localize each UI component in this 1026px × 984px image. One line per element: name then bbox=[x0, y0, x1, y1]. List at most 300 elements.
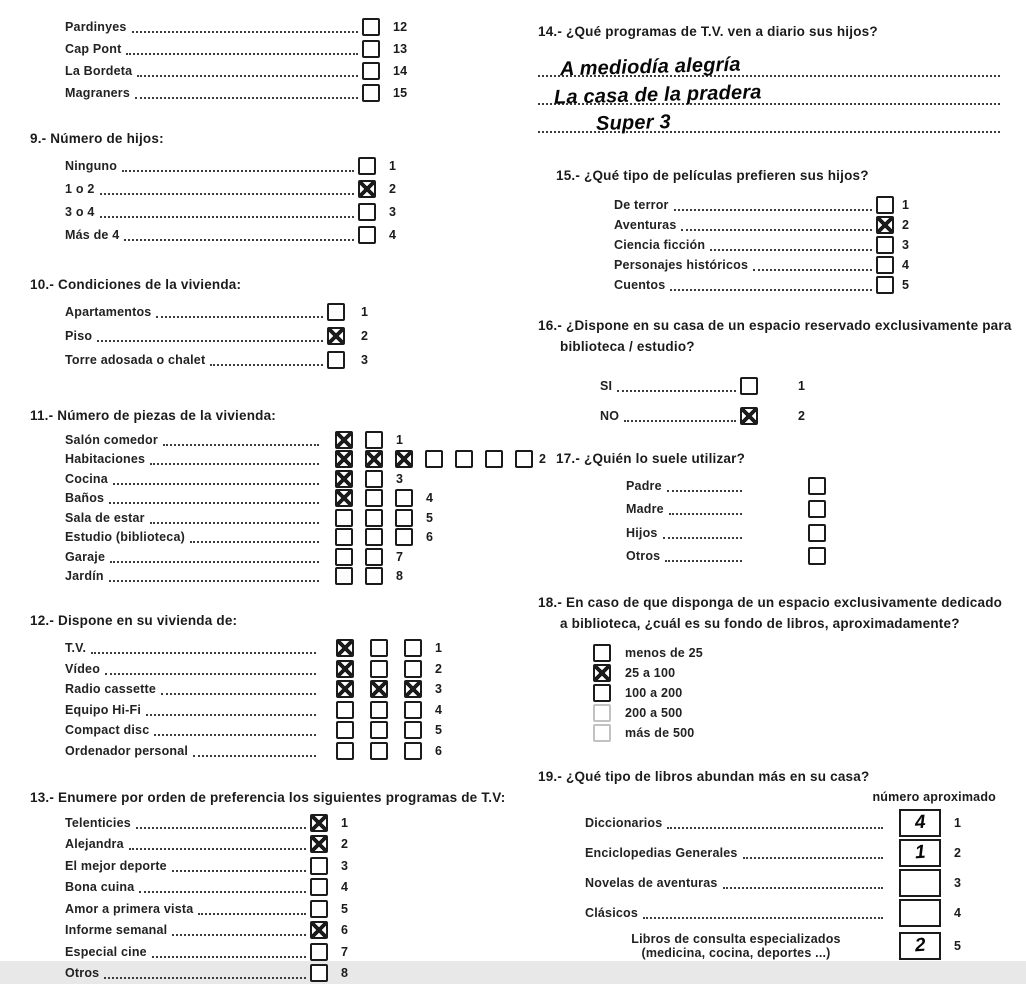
checkbox[interactable] bbox=[808, 547, 826, 565]
option-row bbox=[65, 469, 522, 489]
option-row bbox=[593, 643, 1024, 663]
dotted-leader bbox=[624, 418, 736, 422]
option-label: Vídeo bbox=[65, 662, 100, 676]
option-label: 25 a 100 bbox=[625, 666, 675, 680]
dotted-leader bbox=[617, 388, 736, 392]
option-row bbox=[65, 898, 522, 920]
checkbox[interactable] bbox=[370, 680, 388, 698]
dotted-leader bbox=[135, 95, 358, 99]
option-label: Madre bbox=[626, 502, 664, 516]
option-number: 14 bbox=[393, 64, 407, 78]
option-number: 15 bbox=[393, 86, 407, 100]
option-row bbox=[65, 834, 522, 856]
option-label: Baños bbox=[65, 491, 104, 505]
right-column bbox=[538, 24, 1024, 964]
option-label: Piso bbox=[65, 329, 92, 343]
option-label: Garaje bbox=[65, 550, 105, 564]
option-row bbox=[65, 178, 522, 200]
option-number: 2 bbox=[361, 329, 368, 343]
option-label: Más de 4 bbox=[65, 228, 119, 242]
option-row bbox=[65, 300, 522, 324]
question-title-line2: a biblioteca, ¿cuál es su fondo de libros, aproximadamente? bbox=[538, 613, 1024, 634]
option-label: NO bbox=[600, 409, 619, 423]
checkbox[interactable] bbox=[335, 450, 353, 468]
option-number: 1 bbox=[798, 379, 805, 393]
option-row bbox=[593, 723, 1024, 743]
checkbox[interactable] bbox=[358, 226, 376, 244]
dotted-leader bbox=[154, 732, 316, 736]
option-number: 1 bbox=[396, 433, 403, 447]
dotted-leader bbox=[163, 442, 319, 446]
dotted-leader bbox=[681, 227, 872, 231]
checkbox[interactable] bbox=[362, 18, 380, 36]
checkbox[interactable] bbox=[365, 528, 383, 546]
option-label: Informe semanal bbox=[65, 923, 167, 937]
checkbox[interactable] bbox=[455, 450, 473, 468]
option-number: 2 bbox=[798, 409, 805, 423]
dotted-leader bbox=[743, 855, 883, 859]
option-label: Salón comedor bbox=[65, 433, 158, 447]
option-label: más de 500 bbox=[625, 726, 694, 740]
option-label: 3 o 4 bbox=[65, 205, 95, 219]
option-row bbox=[65, 16, 522, 38]
option-label: Ciencia ficción bbox=[614, 238, 705, 252]
dotted-leader bbox=[132, 29, 358, 33]
option-row bbox=[585, 898, 1024, 928]
option-number: 8 bbox=[341, 966, 348, 980]
question-title: 12.- Dispone en su vivienda de: bbox=[30, 613, 522, 628]
option-number: 7 bbox=[341, 945, 348, 959]
option-number: 2 bbox=[954, 846, 961, 860]
option-number: 4 bbox=[954, 906, 961, 920]
dotted-leader bbox=[665, 558, 742, 562]
option-row bbox=[65, 430, 522, 450]
checkbox[interactable] bbox=[515, 450, 533, 468]
question-title-line1: 18.- En caso de que disponga de un espacio exclusivamente dedicado bbox=[538, 592, 1024, 613]
question-title: 10.- Condiciones de la vivienda: bbox=[30, 277, 522, 292]
option-number: 5 bbox=[902, 278, 909, 292]
option-label: Habitaciones bbox=[65, 452, 145, 466]
option-number: 3 bbox=[389, 205, 396, 219]
question-9 bbox=[30, 131, 522, 246]
option-label: 200 a 500 bbox=[625, 706, 682, 720]
option-label: Alejandra bbox=[65, 837, 124, 851]
checkbox[interactable] bbox=[335, 470, 353, 488]
checkbox[interactable] bbox=[336, 701, 354, 719]
option-row bbox=[65, 450, 522, 470]
checkbox[interactable] bbox=[336, 680, 354, 698]
option-row bbox=[614, 275, 1024, 295]
checkbox[interactable] bbox=[593, 724, 611, 742]
question-16 bbox=[538, 315, 1024, 431]
dotted-leader bbox=[172, 932, 306, 936]
option-number: 8 bbox=[396, 569, 403, 583]
option-row bbox=[585, 868, 1024, 898]
checkbox[interactable] bbox=[310, 900, 328, 918]
option-row bbox=[626, 521, 1024, 545]
option-number: 3 bbox=[396, 472, 403, 486]
option-label: Cuentos bbox=[614, 278, 665, 292]
option-row bbox=[65, 812, 522, 834]
option-row bbox=[585, 838, 1024, 868]
checkbox[interactable] bbox=[336, 721, 354, 739]
option-number: 13 bbox=[393, 42, 407, 56]
checkbox[interactable] bbox=[327, 351, 345, 369]
question-18 bbox=[538, 592, 1024, 743]
option-row bbox=[65, 60, 522, 82]
option-row bbox=[65, 920, 522, 942]
dotted-leader bbox=[161, 691, 316, 695]
option-label: Cap Pont bbox=[65, 42, 121, 56]
checkbox[interactable] bbox=[395, 528, 413, 546]
dotted-leader bbox=[110, 559, 319, 563]
option-row bbox=[585, 928, 1024, 964]
option-row bbox=[614, 215, 1024, 235]
checkbox[interactable] bbox=[404, 721, 422, 739]
dotted-leader bbox=[190, 539, 319, 543]
option-row bbox=[65, 638, 522, 659]
option-row bbox=[626, 474, 1024, 498]
checkbox[interactable] bbox=[358, 203, 376, 221]
dotted-leader bbox=[667, 488, 742, 492]
option-number: 4 bbox=[902, 258, 909, 272]
checkbox[interactable] bbox=[335, 509, 353, 527]
write-in-box[interactable] bbox=[899, 809, 941, 837]
option-sublabel: (medicina, cocina, deportes ...) bbox=[641, 946, 830, 960]
checkbox[interactable] bbox=[370, 742, 388, 760]
checkbox[interactable] bbox=[310, 943, 328, 961]
checkbox[interactable] bbox=[485, 450, 503, 468]
question-title: 13.- Enumere por orden de preferencia los siguientes programas de T.V: bbox=[30, 790, 522, 805]
checkbox[interactable] bbox=[808, 477, 826, 495]
option-number: 2 bbox=[341, 837, 348, 851]
question-title bbox=[538, 315, 1024, 357]
option-row bbox=[65, 348, 522, 372]
option-number: 1 bbox=[389, 159, 396, 173]
checkbox[interactable] bbox=[362, 84, 380, 102]
handwritten-answer: La casa de la pradera bbox=[554, 81, 762, 109]
question-17 bbox=[538, 451, 1024, 568]
checkbox[interactable] bbox=[395, 509, 413, 527]
option-number: 3 bbox=[435, 682, 442, 696]
dotted-leader bbox=[100, 214, 355, 218]
checkbox[interactable] bbox=[335, 548, 353, 566]
question-title bbox=[538, 592, 1024, 634]
option-label: Padre bbox=[626, 479, 662, 493]
option-row bbox=[65, 963, 522, 984]
handwritten-number: 4 bbox=[914, 812, 926, 835]
checkbox[interactable] bbox=[365, 548, 383, 566]
dotted-leader bbox=[172, 868, 306, 872]
option-label: menos de 25 bbox=[625, 646, 703, 660]
checkbox[interactable] bbox=[404, 660, 422, 678]
option-label: Pardinyes bbox=[65, 20, 127, 34]
dotted-leader bbox=[150, 520, 319, 524]
option-number: 4 bbox=[426, 491, 433, 505]
option-row bbox=[614, 235, 1024, 255]
checkbox[interactable] bbox=[358, 180, 376, 198]
option-number: 1 bbox=[361, 305, 368, 319]
question-11 bbox=[30, 408, 522, 586]
option-number: 2 bbox=[389, 182, 396, 196]
checkbox[interactable] bbox=[808, 500, 826, 518]
option-row bbox=[65, 38, 522, 60]
left-column bbox=[30, 16, 522, 984]
dotted-leader bbox=[669, 511, 742, 515]
checkbox[interactable] bbox=[336, 639, 354, 657]
dotted-leader bbox=[146, 712, 316, 716]
option-label: Apartamentos bbox=[65, 305, 151, 319]
option-label: Aventuras bbox=[614, 218, 676, 232]
option-label: El mejor deporte bbox=[65, 859, 167, 873]
option-label: Ninguno bbox=[65, 159, 117, 173]
checkbox[interactable] bbox=[370, 721, 388, 739]
dotted-leader bbox=[104, 975, 306, 979]
option-label: Bona cuina bbox=[65, 880, 134, 894]
option-row bbox=[65, 659, 522, 680]
checkbox[interactable] bbox=[310, 857, 328, 875]
handwritten-number: 2 bbox=[914, 935, 926, 958]
checkbox[interactable] bbox=[335, 567, 353, 585]
option-label: Novelas de aventuras bbox=[585, 876, 718, 890]
option-number: 5 bbox=[426, 511, 433, 525]
option-number: 3 bbox=[341, 859, 348, 873]
option-row bbox=[65, 720, 522, 741]
option-label: Otros bbox=[626, 549, 660, 563]
question-15 bbox=[538, 168, 1024, 295]
dotted-leader bbox=[710, 247, 872, 251]
option-label: Clásicos bbox=[585, 906, 638, 920]
option-label: Otros bbox=[65, 966, 99, 980]
checkbox[interactable] bbox=[310, 921, 328, 939]
option-number: 6 bbox=[426, 530, 433, 544]
option-label: Amor a primera vista bbox=[65, 902, 193, 916]
option-row bbox=[65, 489, 522, 509]
option-row bbox=[585, 808, 1024, 838]
dotted-leader bbox=[667, 825, 883, 829]
checkbox[interactable] bbox=[365, 470, 383, 488]
checkbox[interactable] bbox=[335, 528, 353, 546]
option-number: 5 bbox=[341, 902, 348, 916]
checkbox[interactable] bbox=[395, 489, 413, 507]
option-number: 4 bbox=[435, 703, 442, 717]
dotted-leader bbox=[198, 911, 306, 915]
checkbox[interactable] bbox=[362, 62, 380, 80]
dotted-leader bbox=[670, 287, 872, 291]
checkbox[interactable] bbox=[404, 701, 422, 719]
option-label: Magraners bbox=[65, 86, 130, 100]
option-row bbox=[65, 547, 522, 567]
dotted-leader bbox=[124, 237, 354, 241]
checkbox[interactable] bbox=[327, 303, 345, 321]
question-14 bbox=[538, 24, 1024, 133]
checkbox[interactable] bbox=[404, 639, 422, 657]
write-in-box[interactable] bbox=[899, 899, 941, 927]
option-row bbox=[65, 567, 522, 587]
checkbox[interactable] bbox=[310, 835, 328, 853]
write-in-box[interactable] bbox=[899, 839, 941, 867]
checkbox[interactable] bbox=[404, 680, 422, 698]
dotted-leader bbox=[674, 207, 872, 211]
option-number: 3 bbox=[902, 238, 909, 252]
checkbox[interactable] bbox=[395, 450, 413, 468]
option-number: 3 bbox=[954, 876, 961, 890]
dotted-leader bbox=[97, 338, 323, 342]
dotted-leader bbox=[156, 314, 323, 318]
dotted-leader bbox=[152, 954, 306, 958]
question-19 bbox=[538, 769, 1024, 964]
question-title: 19.- ¿Qué tipo de libros abundan más en su casa? bbox=[538, 769, 1024, 784]
option-label: Personajes históricos bbox=[614, 258, 748, 272]
option-label: Jardín bbox=[65, 569, 104, 583]
checkbox[interactable] bbox=[336, 742, 354, 760]
option-number: 3 bbox=[361, 353, 368, 367]
option-number: 1 bbox=[954, 816, 961, 830]
option-number: 2 bbox=[539, 452, 546, 466]
option-number: 12 bbox=[393, 20, 407, 34]
dotted-leader bbox=[663, 535, 742, 539]
answer-line[interactable] bbox=[538, 49, 1000, 77]
checkbox[interactable] bbox=[876, 276, 894, 294]
option-number: 1 bbox=[341, 816, 348, 830]
dotted-leader bbox=[643, 915, 883, 919]
dotted-leader bbox=[109, 578, 319, 582]
option-row bbox=[65, 700, 522, 721]
write-in-box[interactable] bbox=[899, 869, 941, 897]
option-row bbox=[600, 401, 1024, 431]
handwritten-answer: A mediodía alegría bbox=[560, 54, 741, 82]
option-label: Radio cassette bbox=[65, 682, 156, 696]
option-row bbox=[65, 941, 522, 963]
checkbox[interactable] bbox=[310, 814, 328, 832]
option-number: 1 bbox=[435, 641, 442, 655]
question-title: 9.- Número de hijos: bbox=[30, 131, 522, 146]
dotted-leader bbox=[100, 191, 355, 195]
option-row bbox=[626, 545, 1024, 569]
checkbox[interactable] bbox=[336, 660, 354, 678]
option-label: Ordenador personal bbox=[65, 744, 188, 758]
option-row bbox=[593, 703, 1024, 723]
checkbox[interactable] bbox=[335, 431, 353, 449]
checkbox[interactable] bbox=[335, 489, 353, 507]
checkbox[interactable] bbox=[876, 256, 894, 274]
checkbox[interactable] bbox=[365, 489, 383, 507]
option-row bbox=[65, 679, 522, 700]
checkbox[interactable] bbox=[404, 742, 422, 760]
option-number: 2 bbox=[435, 662, 442, 676]
option-label: Sala de estar bbox=[65, 511, 145, 525]
dotted-leader bbox=[753, 267, 872, 271]
checkbox[interactable] bbox=[327, 327, 345, 345]
option-row bbox=[614, 255, 1024, 275]
checkbox[interactable] bbox=[365, 567, 383, 585]
checkbox[interactable] bbox=[370, 701, 388, 719]
dotted-leader bbox=[210, 362, 323, 366]
checkbox[interactable] bbox=[370, 639, 388, 657]
option-label: Equipo Hi-Fi bbox=[65, 703, 141, 717]
option-label: 1 o 2 bbox=[65, 182, 95, 196]
option-number: 1 bbox=[902, 198, 909, 212]
write-in-box[interactable] bbox=[899, 932, 941, 960]
option-row bbox=[600, 371, 1024, 401]
checkbox[interactable] bbox=[365, 431, 383, 449]
option-label: Enciclopedias Generales bbox=[585, 846, 738, 860]
option-row bbox=[65, 324, 522, 348]
checkbox[interactable] bbox=[362, 40, 380, 58]
option-row bbox=[614, 195, 1024, 215]
checkbox[interactable] bbox=[740, 377, 758, 395]
option-label: Cocina bbox=[65, 472, 108, 486]
checkbox[interactable] bbox=[310, 964, 328, 982]
checkbox[interactable] bbox=[425, 450, 443, 468]
option-row bbox=[65, 155, 522, 177]
question-title: 11.- Número de piezas de la vivienda: bbox=[30, 408, 522, 423]
option-row bbox=[65, 855, 522, 877]
handwritten-number: 1 bbox=[914, 842, 926, 865]
option-label: SI bbox=[600, 379, 612, 393]
checkbox[interactable] bbox=[593, 664, 611, 682]
question-title: 17.- ¿Quién lo suele utilizar? bbox=[556, 451, 1024, 466]
option-row bbox=[626, 498, 1024, 522]
checkbox[interactable] bbox=[808, 524, 826, 542]
dotted-leader bbox=[139, 889, 306, 893]
option-label: Estudio (biblioteca) bbox=[65, 530, 185, 544]
dotted-leader bbox=[91, 650, 316, 654]
option-number: 5 bbox=[954, 939, 961, 953]
option-label: 100 a 200 bbox=[625, 686, 682, 700]
checkbox[interactable] bbox=[310, 878, 328, 896]
answer-line[interactable] bbox=[538, 77, 1000, 105]
option-number: 5 bbox=[435, 723, 442, 737]
option-label: Torre adosada o chalet bbox=[65, 353, 205, 367]
option-number: 2 bbox=[902, 218, 909, 232]
dotted-leader bbox=[122, 168, 354, 172]
checkbox[interactable] bbox=[876, 216, 894, 234]
checkbox[interactable] bbox=[593, 704, 611, 722]
option-number: 6 bbox=[341, 923, 348, 937]
checkbox[interactable] bbox=[593, 684, 611, 702]
question-title: 15.- ¿Qué tipo de películas prefieren sus hijos? bbox=[556, 168, 1024, 183]
option-number: 4 bbox=[389, 228, 396, 242]
option-row bbox=[65, 508, 522, 528]
option-row bbox=[65, 224, 522, 246]
option-label: Compact disc bbox=[65, 723, 149, 737]
dotted-leader bbox=[136, 825, 306, 829]
option-row bbox=[65, 741, 522, 762]
option-label: Libros de consulta especializados bbox=[631, 932, 840, 946]
answer-line[interactable] bbox=[538, 105, 1000, 133]
option-row bbox=[65, 82, 522, 104]
checkbox[interactable] bbox=[593, 644, 611, 662]
option-row bbox=[593, 683, 1024, 703]
checkbox[interactable] bbox=[365, 509, 383, 527]
question-title-line2: biblioteca / estudio? bbox=[538, 336, 1024, 357]
checkbox[interactable] bbox=[370, 660, 388, 678]
checkbox[interactable] bbox=[876, 196, 894, 214]
option-row bbox=[593, 663, 1024, 683]
option-number: 7 bbox=[396, 550, 403, 564]
checkbox[interactable] bbox=[358, 157, 376, 175]
barrios-list bbox=[30, 16, 522, 104]
option-label: La Bordeta bbox=[65, 64, 132, 78]
checkbox[interactable] bbox=[876, 236, 894, 254]
dotted-leader bbox=[126, 51, 358, 55]
option-row bbox=[65, 877, 522, 899]
checkbox[interactable] bbox=[740, 407, 758, 425]
checkbox[interactable] bbox=[365, 450, 383, 468]
dotted-leader bbox=[193, 753, 316, 757]
question-12 bbox=[30, 613, 522, 761]
